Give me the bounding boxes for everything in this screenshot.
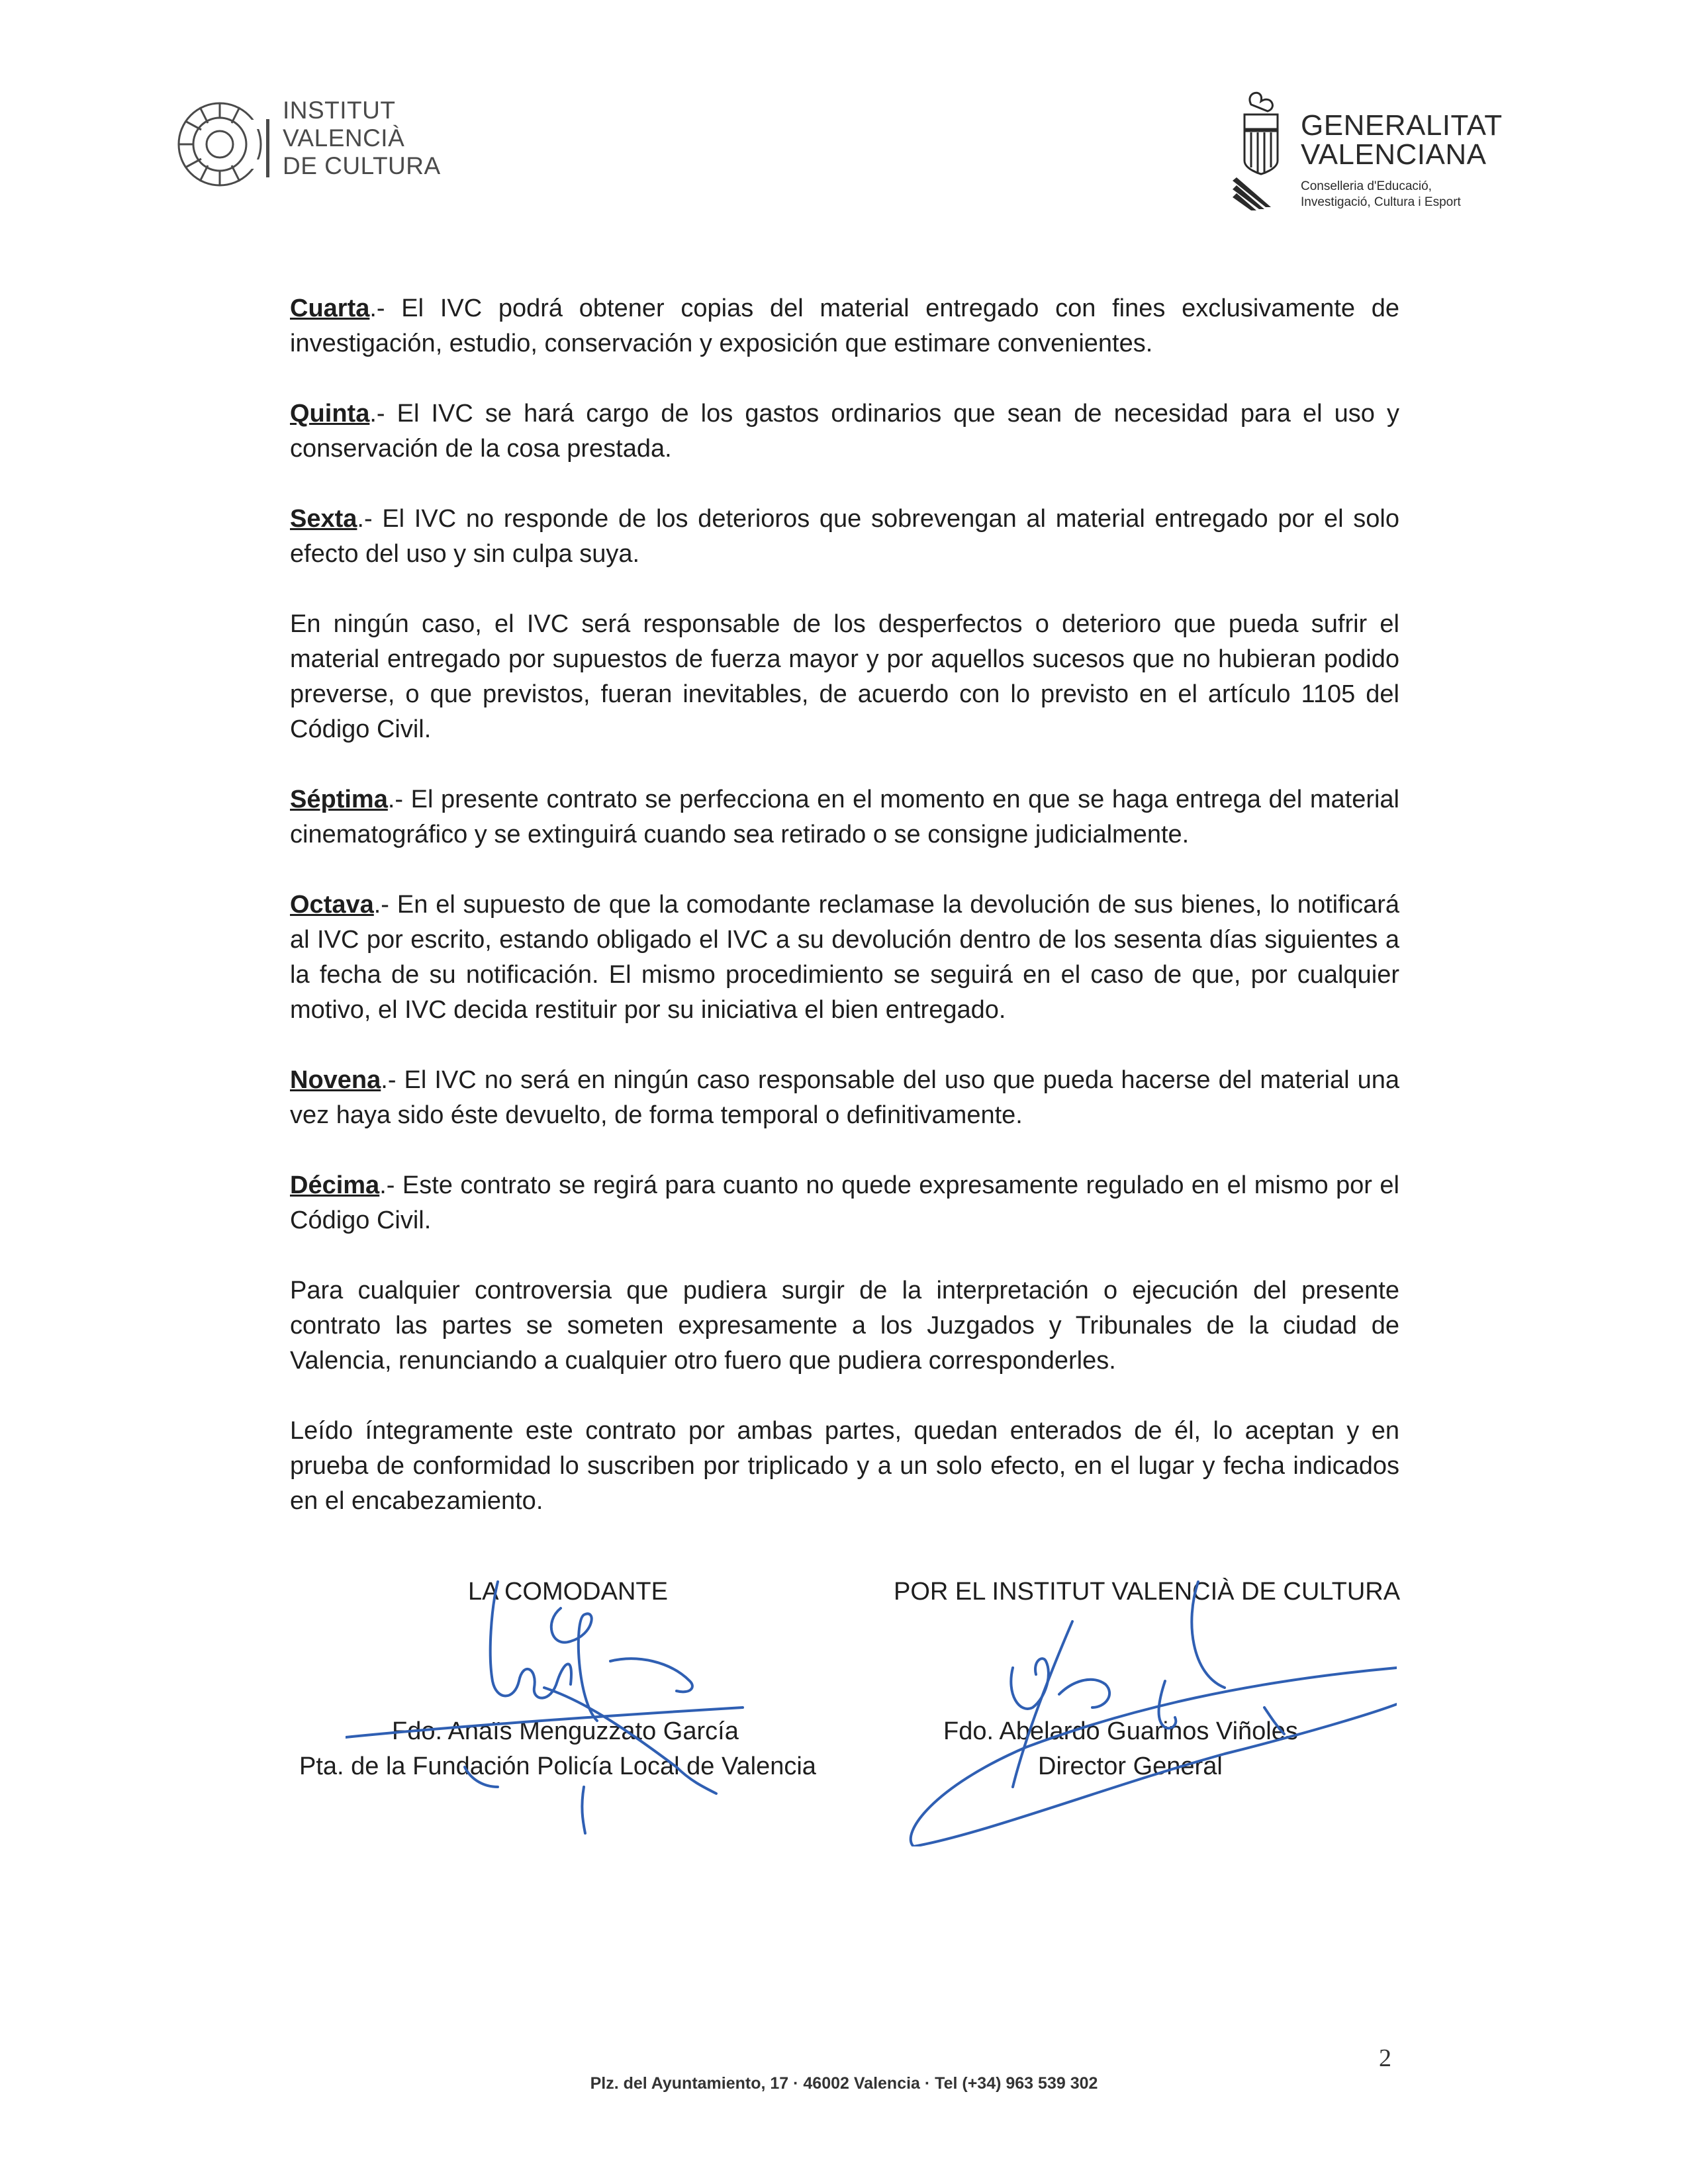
signatory-name: Fdo. Anaïs Menguzzato García bbox=[392, 1717, 739, 1745]
footer-address: Plz. del Ayuntamiento, 17 · 46002 Valencia · Tel (+34) 963 539 302 bbox=[590, 2074, 1098, 2093]
clause-text: .- En el supuesto de que la comodante reclamase la devolución de sus bienes, lo notificará al IVC por escrito, estando obligado el IVC a su devolución dentro de los sesenta días siguientes a la fecha de su notificación. El mismo procedimiento se seguirá en el caso de que, por cualquier motivo, el IVC decida restituir por su iniciativa el bien entregado. bbox=[290, 891, 1399, 1024]
ivc-wordmark bbox=[283, 97, 441, 180]
generalitat-title-line-2: VALENCIANA bbox=[1301, 138, 1487, 171]
ivc-emblem-icon bbox=[173, 98, 266, 191]
generalitat-title-line-1: GENERALITAT bbox=[1301, 109, 1503, 142]
ivc-line-2: VALENCIÀ bbox=[283, 124, 405, 152]
clause-heading: Séptima bbox=[290, 786, 388, 813]
conselleria-line-1: Conselleria d'Educació, bbox=[1301, 179, 1432, 193]
clause-text: .- El IVC no responde de los deterioros que sobrevengan al material entregado por el solo efecto del uso y sin culpa suya. bbox=[290, 505, 1399, 568]
signature-block-ivc bbox=[894, 1575, 1410, 1784]
signatory-role: Director General bbox=[1038, 1752, 1223, 1780]
body-paragraph bbox=[290, 607, 1399, 747]
clause-text: .- Este contrato se regirá para cuanto no quede expresamente regulado en el mismo por el Código Civil. bbox=[290, 1171, 1399, 1234]
clause-paragraph bbox=[290, 1168, 1399, 1238]
paragraph-text: En ningún caso, el IVC será responsable de los desperfectos o deterioro que pueda sufrir el material entregado por supuestos de fuerza mayor y por aquellos sucesos que no hubieran podido preverse, o que previstos, fueran inevitables, de acuerdo con lo previsto en el artículo 1105 del Código Civil. bbox=[290, 610, 1399, 743]
generalitat-logo bbox=[1231, 85, 1509, 217]
signature-heading: POR EL INSTITUT VALENCIÀ DE CULTURA bbox=[894, 1578, 1401, 1606]
ivc-line-3: DE CULTURA bbox=[283, 152, 441, 179]
coat-of-arms-icon bbox=[1231, 85, 1291, 210]
paragraph-text: Leído íntegramente este contrato por ambas partes, quedan enterados de él, lo aceptan y en prueba de conformidad lo suscriben por triplicado y a un solo efecto, en el lugar y fecha indicados en el encabezamiento. bbox=[290, 1417, 1399, 1515]
signatory-role: Pta. de la Fundación Policía Local de Valencia bbox=[299, 1752, 816, 1780]
conselleria-subtitle bbox=[1301, 179, 1461, 210]
clause-heading: Novena bbox=[290, 1066, 381, 1094]
clause-heading: Décima bbox=[290, 1171, 380, 1199]
ivc-divider-bar bbox=[266, 119, 269, 177]
signature-heading: LA COMODANTE bbox=[468, 1578, 668, 1606]
handwritten-signature-left bbox=[346, 1569, 769, 1846]
conselleria-line-2: Investigació, Cultura i Esport bbox=[1301, 195, 1461, 209]
signatory-name: Fdo. Abelardo Guarinos Viñoles bbox=[943, 1717, 1298, 1745]
clause-heading: Sexta bbox=[290, 505, 357, 533]
clause-text: .- El IVC podrá obtener copias del material entregado con fines exclusivamente de investigación, estudio, conservación y exposición que estimare convenientes. bbox=[290, 295, 1399, 357]
clause-heading: Quinta bbox=[290, 400, 370, 428]
clause-paragraph bbox=[290, 1063, 1399, 1133]
clause-paragraph bbox=[290, 782, 1399, 852]
clause-paragraph bbox=[290, 396, 1399, 467]
ivc-logo bbox=[173, 93, 451, 199]
generalitat-title bbox=[1301, 111, 1503, 169]
page-number: 2 bbox=[1379, 2044, 1391, 2072]
signature-block-comodante bbox=[299, 1575, 868, 1784]
clause-heading: Octava bbox=[290, 891, 374, 919]
body-paragraph bbox=[290, 1273, 1399, 1379]
ivc-line-1: INSTITUT bbox=[283, 97, 396, 124]
clause-paragraph bbox=[290, 502, 1399, 572]
clause-text: .- El presente contrato se perfecciona en el momento en que se haga entrega del material cinematográfico y se extinguirá cuando sea retirado o se consigne judicialmente. bbox=[290, 786, 1399, 848]
clause-text: .- El IVC se hará cargo de los gastos ordinarios que sean de necesidad para el uso y conservación de la cosa prestada. bbox=[290, 400, 1399, 463]
paragraph-text: Para cualquier controversia que pudiera surgir de la interpretación o ejecución del presente contrato las partes se someten expresamente a los Juzgados y Tribunales de la ciudad de Valencia, renunciando a cualquier otro fuero que pudiera corresponderles. bbox=[290, 1277, 1399, 1375]
contract-body bbox=[290, 291, 1399, 1554]
clause-text: .- El IVC no será en ningún caso responsable del uso que pueda hacerse del material una vez haya sido éste devuelto, de forma temporal o definitivamente. bbox=[290, 1066, 1399, 1129]
handwritten-signature-right bbox=[854, 1569, 1397, 1846]
clause-paragraph bbox=[290, 887, 1399, 1028]
clause-heading: Cuarta bbox=[290, 295, 370, 322]
clause-paragraph bbox=[290, 291, 1399, 361]
body-paragraph bbox=[290, 1414, 1399, 1519]
